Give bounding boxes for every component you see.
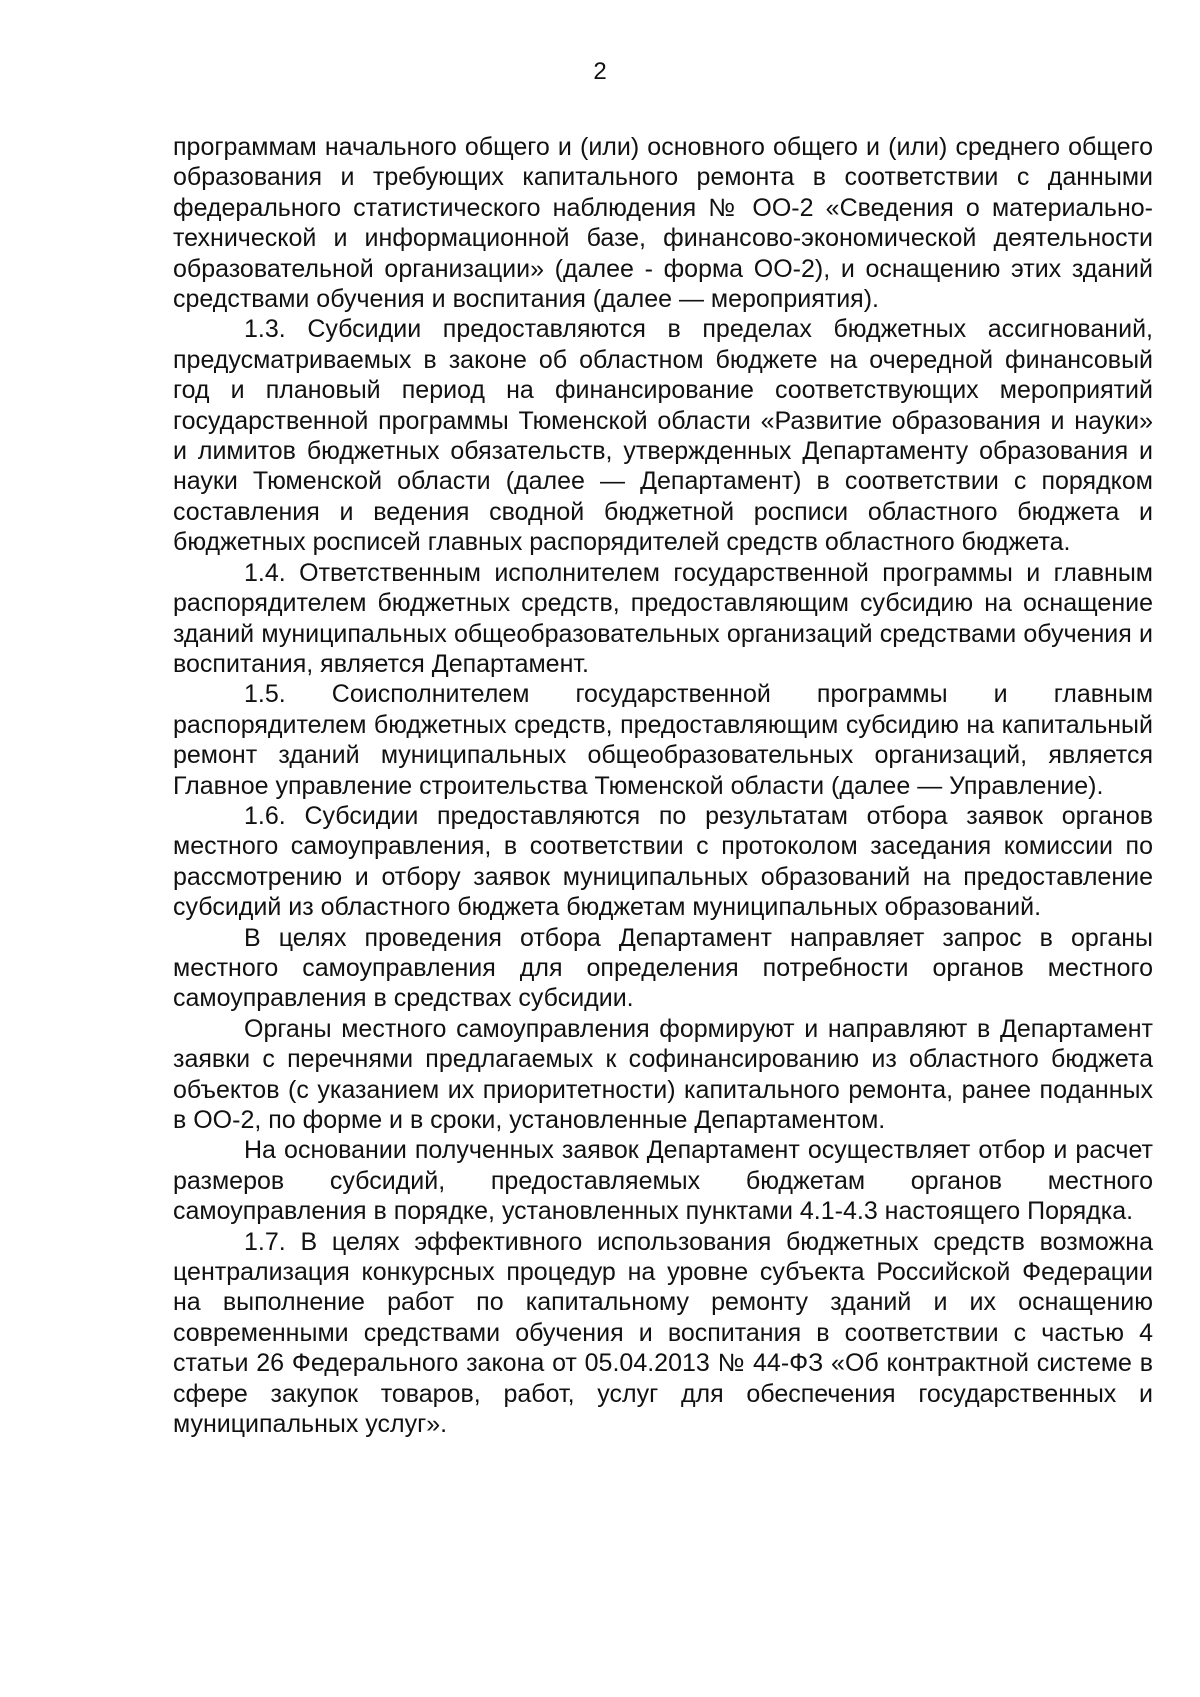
paragraph-selection-basis: На основании полученных заявок Департамент осуществляет отбор и расчет размеров субсидий, предоставляемых бюджетам органов местного самоуправления в порядке, установленных пунктами 4.1-4.3 настоящего Порядка. — [173, 1136, 1153, 1226]
paragraph-1-4: 1.4. Ответственным исполнителем государственной программы и главным распорядителем бюджетных средств, предоставляющим субсидию на оснащение зданий муниципальных общеобразовательных организаций средствами обучения и воспитания, является Департамент. — [173, 558, 1153, 678]
document-body — [173, 132, 1153, 1439]
paragraph-1-7: 1.7. В целях эффективного использования бюджетных средств возможна централизация конкурсных процедур на уровне субъекта Российской Федерации на выполнение работ по капитальному ремонту зданий и их оснащению современными средствами обучения и воспитания в соответствии с частью 4 статьи 26 Федерального закона от 05.04.2013 № 44-ФЗ «Об контрактной системе в сфере закупок товаров, работ, услуг для обеспечения государственных и муниципальных услуг». — [173, 1227, 1153, 1439]
paragraph-1-5: 1.5. Соисполнителем государственной программы и главным распорядителем бюджетных средств, предоставляющим субсидию на капитальный ремонт зданий муниципальных общеобразовательных организаций, является Главное управление строительства Тюменской области (далее — Управление). — [173, 680, 1153, 800]
paragraph-1-6: 1.6. Субсидии предоставляются по результатам отбора заявок органов местного самоуправления, в соответствии с протоколом заседания комиссии по рассмотрению и отбору заявок муниципальных образований на предоставление субсидий из областного бюджета бюджетам муниципальных образований. — [173, 801, 1153, 922]
paragraph-selection-request: В целях проведения отбора Департамент направляет запрос в органы местного самоуправления для определения потребности органов местного самоуправления в средствах субсидии. — [173, 923, 1153, 1013]
paragraph-local-authorities: Органы местного самоуправления формируют и направляют в Департамент заявки с перечнями предлагаемых к софинансированию из областного бюджета объектов (с указанием их приоритетности) капитального ремонта, ранее поданных в ОО-2, по форме и в сроки, установленные Департаментом. — [173, 1014, 1153, 1134]
paragraph-1-3: 1.3. Субсидии предоставляются в пределах бюджетных ассигнований, предусматриваемых в законе об областном бюджете на очередной финансовый год и плановый период на финансирование соответствующих мероприятий государственной программы Тюменской области «Развитие образования и науки» и лимитов бюджетных обязательств, утвержденных Департаменту образования и науки Тюменской области (далее — Департамент) в соответствии с порядком составления и ведения сводной бюджетной росписи областного бюджета и бюджетных росписей главных распорядителей средств областного бюджета. — [173, 315, 1153, 557]
paragraph-continuation: программам начального общего и (или) основного общего и (или) среднего общего образования и требующих капитального ремонта в соответствии с данными федерального статистического наблюдения № ОО-2 «Сведения о материально-технической и информационной базе, финансово-экономической деятельности образовательной организации» (далее - форма ОО-2), и оснащению этих зданий средствами обучения и воспитания (далее — мероприятия). — [173, 133, 1153, 314]
page-number: 2 — [593, 58, 607, 85]
